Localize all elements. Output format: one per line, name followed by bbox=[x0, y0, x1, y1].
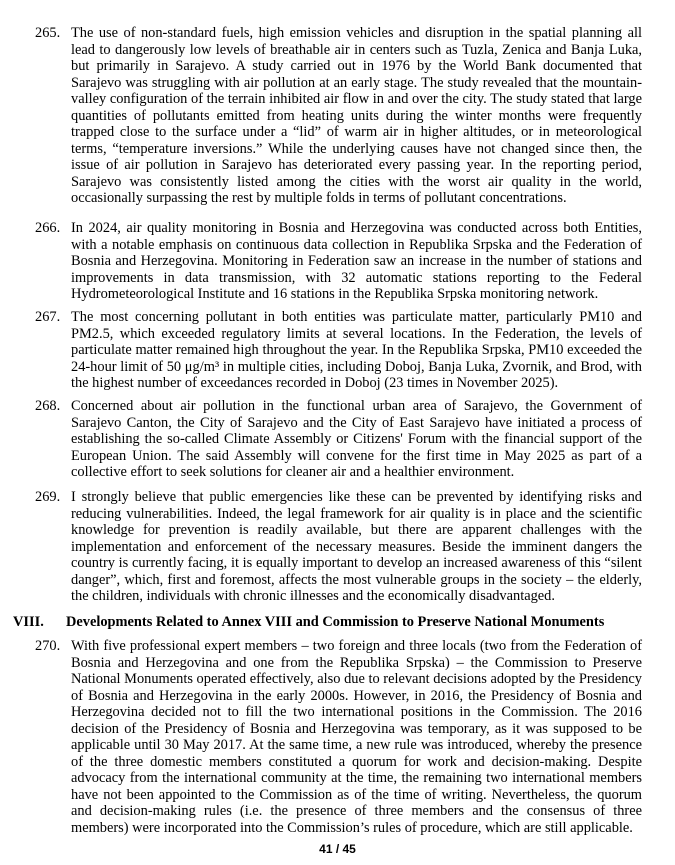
paragraph-text: With five professional expert members – two foreign and three locals (two from the Federation of Bosnia and Herzegovina and one from the Republika Srpska) – the Commission to Preserve National Monuments operated effectively, also due to relevant decisions adopted by the Presidency of Bosnia and Herzegovina in the early 2000s. However, in 2016, the Presidency of Bosnia and Herzegovina decided not to fill the two international positions in the Commission. The 2016 decision of the Presidency of Bosnia and Herzegovina was temporary, as it was supposed to be applicable until 30 May 2017. At the same time, a new rule was introduced, whereby the presence of the three domestic members constituted a quorum for work and decision-making. Despite advocacy from the international community at the time, the remaining two international members have not been appointed to the Commission as of the time of writing. Nevertheless, the quorum and decision-making rules (i.e. the presence of three members and the consensus of three members) were incorporated into the Commission’s rules of procedure, which are still applicable. bbox=[71, 638, 642, 836]
paragraph-270 bbox=[35, 638, 642, 836]
paragraph-text: In 2024, air quality monitoring in Bosnia and Herzegovina was conducted across both Entities, with a notable emphasis on continuous data collection in Republika Srpska and the Federation of Bosnia and Herzegovina. Monitoring in Federation saw an increase in the number of stations and improvements in data transmission, with 32 automatic stations reporting to the Federal Hydrometeorological Institute and 16 stations in the Republika Srpska monitoring network. bbox=[71, 220, 642, 302]
paragraph-268 bbox=[35, 398, 642, 481]
section-title: Developments Related to Annex VIII and Commission to Preserve National Monuments bbox=[66, 614, 605, 630]
paragraph-number: 269. bbox=[35, 489, 61, 505]
paragraph-number: 265. bbox=[35, 25, 61, 41]
paragraph-266 bbox=[35, 220, 642, 303]
paragraph-text: Concerned about air pollution in the functional urban area of Sarajevo, the Government of Sarajevo Canton, the City of Sarajevo and the City of East Sarajevo have initiated a process of establishing the so-called Climate Assembly or Citizens' Forum with the financial support of the European Union. The said Assembly will convene for the first time in May 2025 as part of a collective effort to seek solutions for cleaner air and a healthier environment. bbox=[71, 398, 642, 480]
paragraph-265 bbox=[35, 25, 642, 207]
paragraph-text: I strongly believe that public emergencies like these can be prevented by identifying risks and reducing vulnerabilities. Indeed, the legal framework for air quality is in place and the scientific knowledge for prevention is readily available, but there are apparent challenges with the implementation and enforcement of the necessary measures. Beside the imminent dangers the country is currently facing, it is equally important to develop an increased awareness of this “silent danger”, which, first and foremost, affects the most vulnerable groups in the society – the elderly, the children, individuals with chronic illnesses and the economically disadvantaged. bbox=[71, 489, 642, 604]
paragraph-269 bbox=[35, 489, 642, 605]
paragraph-number: 270. bbox=[35, 638, 61, 654]
section-heading bbox=[13, 613, 653, 631]
section-numeral: VIII. bbox=[13, 614, 44, 630]
paragraph-267 bbox=[35, 309, 642, 392]
paragraph-number: 267. bbox=[35, 309, 61, 325]
paragraph-text: The most concerning pollutant in both entities was particulate matter, particularly PM10 and PM2.5, which exceeded regulatory limits at several locations. In the Federation, the levels of particulate matter remained high throughout the year. In the Republika Srpska, PM10 exceeded the 24-hour limit of 50 μg/m³ in multiple cities, including Doboj, Banja Luka, Zvornik, and Brod, with the highest number of exceedances recorded in Doboj (23 times in November 2025). bbox=[71, 309, 642, 391]
paragraph-number: 266. bbox=[35, 220, 61, 236]
page-number: 41 / 45 bbox=[319, 842, 356, 856]
paragraph-number: 268. bbox=[35, 398, 61, 414]
paragraph-text: The use of non-standard fuels, high emission vehicles and disruption in the spatial planning all lead to dangerously low levels of breathable air in centers such as Tuzla, Zenica and Banja Luka, but primarily in Sarajevo. A study carried out in 1976 by the World Bank documented that Sarajevo was struggling with air pollution at an early stage. The study revealed that the mountain-valley configuration of the terrain inhibited air flow in and over the city. The study stated that large quantities of pollutants emitted from heating units during the winter months were frequently trapped close to the surface under a “lid” of warm air in higher altitudes, or in meteorological terms, “temperature inversions.” While the underlying causes have not changed since then, the issue of air pollution in Sarajevo has deteriorated every passing year. In the reporting period, Sarajevo was consistently listed among the cities with the worst air quality in the world, occasionally surpassing the rest by multiple folds in terms of pollutant concentrations. bbox=[71, 25, 642, 206]
